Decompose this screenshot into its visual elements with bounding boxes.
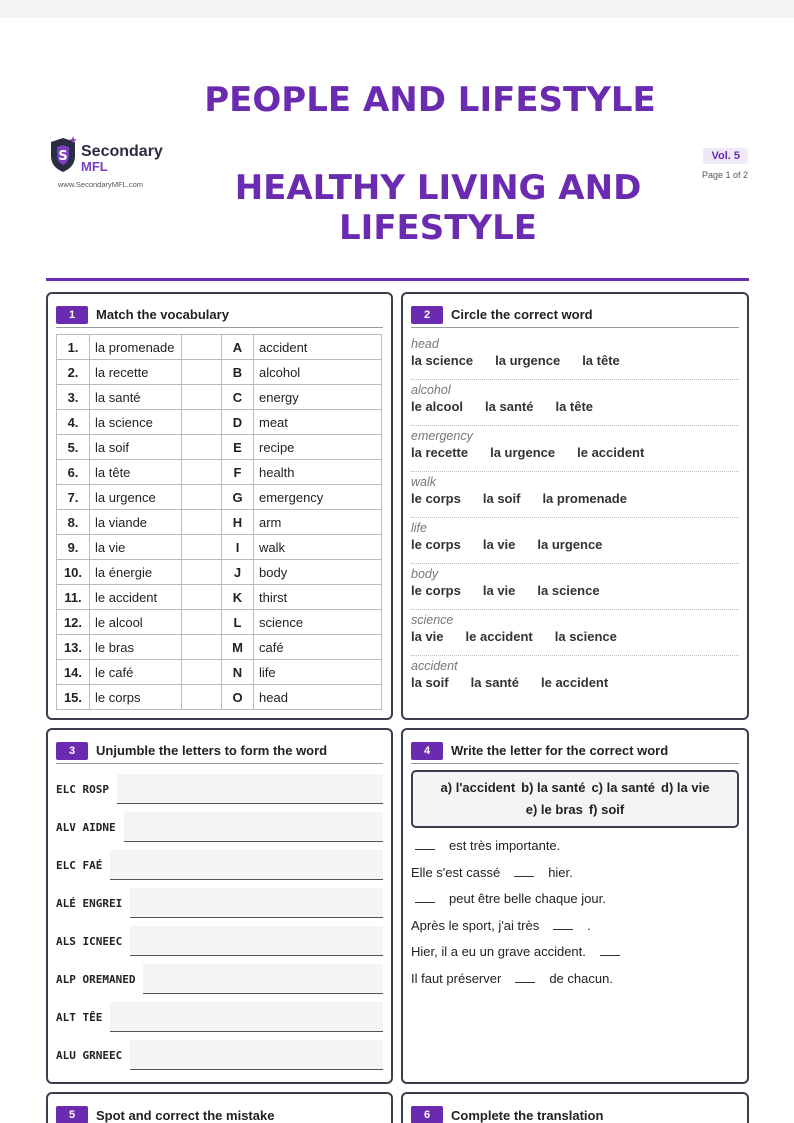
jumbled-letters: ALT TÊE (56, 1011, 103, 1024)
answer-cell[interactable] (182, 460, 222, 485)
vocab-table (56, 334, 382, 710)
option-word[interactable]: la urgence (495, 353, 561, 368)
jumbled-letters: ALP OREMANED (56, 973, 136, 986)
english-word: recipe (254, 435, 382, 460)
answer-box[interactable] (124, 812, 383, 842)
option-word[interactable]: la urgence (490, 445, 556, 460)
english-word: body (254, 560, 382, 585)
prompt-word: body (411, 567, 439, 581)
section-title: Unjumble the letters to form the word (96, 743, 328, 758)
sentence (411, 865, 739, 880)
row-number: 9. (57, 535, 90, 560)
jumbled-letters: ELC ROSP (56, 783, 109, 796)
header-divider (46, 278, 749, 281)
section-circle-word (401, 292, 749, 720)
unjumble-row (56, 850, 383, 880)
answer-box[interactable] (130, 1040, 383, 1070)
sentence (411, 838, 739, 853)
bank-option: c) la santé (591, 780, 656, 795)
circle-item (411, 426, 739, 472)
answer-cell[interactable] (182, 685, 222, 710)
option-word[interactable]: la science (411, 353, 474, 368)
section-header (411, 738, 739, 764)
option-letter: C (222, 385, 254, 410)
table-row (57, 510, 382, 535)
answer-box[interactable] (110, 1002, 383, 1032)
table-row (57, 460, 382, 485)
section-number: 1 (56, 306, 88, 324)
option-word[interactable]: la vie (482, 583, 516, 598)
answer-cell[interactable] (182, 510, 222, 535)
sentence-text: de chacun. (549, 970, 613, 986)
page-subtitle: HEALTHY LIVING AND LIFESTYLE (234, 168, 642, 248)
option-letter: G (222, 485, 254, 510)
option-row (411, 399, 739, 414)
section-number: 6 (411, 1106, 443, 1123)
table-row (57, 435, 382, 460)
jumbled-letters: ALS ICNEEC (56, 935, 123, 948)
section-header (411, 302, 739, 328)
table-row (57, 335, 382, 360)
option-word[interactable]: la science (537, 583, 600, 598)
answer-blank[interactable] (415, 893, 435, 903)
logo-subtext: MFL (81, 159, 108, 174)
answer-box[interactable] (130, 888, 383, 918)
english-word: thirst (254, 585, 382, 610)
english-word: accident (254, 335, 382, 360)
answer-blank[interactable] (515, 973, 535, 983)
sentence (411, 971, 739, 986)
sentence (411, 918, 739, 933)
sentence-text: est très importante. (449, 838, 561, 853)
option-word[interactable]: le corps (411, 583, 461, 598)
circle-item (411, 564, 739, 610)
row-number: 5. (57, 435, 90, 460)
bank-option: e) le bras (525, 802, 583, 817)
english-word: arm (254, 510, 382, 535)
option-word[interactable]: la tête (582, 353, 620, 368)
option-word[interactable]: le alcool (411, 399, 464, 414)
table-row (57, 360, 382, 385)
french-word: le bras (90, 635, 182, 660)
prompt-word: accident (411, 659, 458, 673)
table-row (57, 410, 382, 435)
answer-box[interactable] (130, 926, 383, 956)
option-word[interactable]: la recette (411, 445, 469, 460)
answer-cell[interactable] (182, 660, 222, 685)
english-word: emergency (254, 485, 382, 510)
bank-option: f) soif (588, 802, 625, 817)
prompt-word: science (411, 613, 454, 627)
section-number: 5 (56, 1106, 88, 1123)
answer-box[interactable] (110, 850, 383, 880)
option-word[interactable]: la tête (555, 399, 594, 414)
section-header (56, 1102, 383, 1123)
jumbled-letters: ALV AIDNE (56, 821, 116, 834)
worksheet-page (0, 18, 794, 1123)
volume-badge: Vol. 5 (703, 148, 748, 164)
row-number: 2. (57, 360, 90, 385)
french-word: la promenade (90, 335, 182, 360)
section-header (56, 738, 383, 764)
english-word: head (254, 685, 382, 710)
option-letter: M (222, 635, 254, 660)
unjumble-row (56, 888, 383, 918)
section-title: Circle the correct word (451, 307, 593, 322)
page-title: PEOPLE AND LIFESTYLE (204, 80, 656, 120)
english-word: café (254, 635, 382, 660)
table-row (57, 560, 382, 585)
french-word: le café (90, 660, 182, 685)
answer-cell[interactable] (182, 335, 222, 360)
unjumble-row (56, 926, 383, 956)
option-word[interactable]: le accident (541, 675, 609, 690)
option-row (411, 445, 739, 460)
option-word[interactable]: la vie (411, 629, 444, 644)
english-word: walk (254, 535, 382, 560)
option-letter: N (222, 660, 254, 685)
answer-cell[interactable] (182, 485, 222, 510)
option-letter: B (222, 360, 254, 385)
prompt-word: life (411, 521, 427, 535)
circle-item (411, 472, 739, 518)
bank-option: a) l'accident (440, 780, 516, 795)
english-word: science (254, 610, 382, 635)
option-letter: O (222, 685, 254, 710)
french-word: la recette (90, 360, 182, 385)
french-word: la santé (90, 385, 182, 410)
english-word: life (254, 660, 382, 685)
bank-option: d) la vie (661, 780, 710, 795)
sentence-text: Hier, il a eu un grave accident. (411, 944, 586, 959)
prompt-word: walk (411, 475, 437, 489)
french-word: la tête (90, 460, 182, 485)
unjumble-row (56, 774, 383, 804)
option-word[interactable]: la santé (470, 675, 519, 690)
option-row (411, 537, 739, 552)
table-row (57, 660, 382, 685)
option-row (411, 629, 739, 644)
option-word[interactable]: la soif (411, 675, 449, 690)
answer-cell[interactable] (182, 585, 222, 610)
french-word: la énergie (90, 560, 182, 585)
table-row (57, 535, 382, 560)
sentence (411, 891, 739, 906)
french-word: le corps (90, 685, 182, 710)
option-row (411, 675, 739, 690)
circle-item (411, 518, 739, 564)
word-bank (411, 770, 739, 828)
english-word: meat (254, 410, 382, 435)
answer-box[interactable] (143, 964, 383, 994)
answer-cell[interactable] (182, 410, 222, 435)
answer-cell[interactable] (182, 560, 222, 585)
option-word[interactable]: la promenade (542, 491, 627, 506)
english-word: health (254, 460, 382, 485)
option-letter: I (222, 535, 254, 560)
french-word: le accident (90, 585, 182, 610)
prompt-word: alcohol (411, 383, 451, 397)
row-number: 8. (57, 510, 90, 535)
option-word[interactable]: la soif (482, 491, 521, 506)
french-word: la science (90, 410, 182, 435)
section-unjumble (46, 728, 393, 1084)
logo-icon (48, 136, 78, 174)
option-letter: K (222, 585, 254, 610)
row-number: 14. (57, 660, 90, 685)
english-word: energy (254, 385, 382, 410)
answer-cell[interactable] (182, 360, 222, 385)
table-row (57, 635, 382, 660)
option-word[interactable]: le corps (411, 491, 461, 506)
option-word[interactable]: la santé (485, 399, 534, 414)
english-word: alcohol (254, 360, 382, 385)
sentence-text: Il faut préserver (411, 970, 502, 986)
row-number: 15. (57, 685, 90, 710)
section-complete-translation (401, 1092, 749, 1123)
option-word[interactable]: la science (554, 629, 617, 644)
french-word: la vie (90, 535, 182, 560)
sentence (411, 944, 739, 959)
table-row (57, 385, 382, 410)
section-spot-mistake (46, 1092, 393, 1123)
french-word: la urgence (90, 485, 182, 510)
option-letter: L (222, 610, 254, 635)
jumbled-letters: ALÉ ENGREI (56, 897, 123, 910)
logo-text: Secondary (81, 143, 163, 160)
answer-blank[interactable] (600, 946, 620, 956)
option-letter: E (222, 435, 254, 460)
table-row (57, 610, 382, 635)
unjumble-row (56, 1040, 383, 1070)
svg-text:S: S (58, 149, 68, 164)
row-number: 10. (57, 560, 90, 585)
answer-cell[interactable] (182, 435, 222, 460)
option-letter: H (222, 510, 254, 535)
option-word[interactable]: la urgence (537, 537, 603, 552)
option-letter: J (222, 560, 254, 585)
option-letter: F (222, 460, 254, 485)
section-title: Write the letter for the correct word (451, 743, 669, 758)
section-number: 3 (56, 742, 88, 760)
bank-option: b) la santé (521, 780, 586, 795)
option-letter: D (222, 410, 254, 435)
row-number: 1. (57, 335, 90, 360)
section-header (411, 1102, 739, 1123)
circle-item (411, 380, 739, 426)
row-number: 12. (57, 610, 90, 635)
table-row (57, 585, 382, 610)
jumbled-letters: ALU GRNEEC (56, 1049, 123, 1062)
section-match-vocabulary (46, 292, 393, 720)
section-header (56, 302, 383, 328)
sentence-text: Après le sport, j'ai très (411, 917, 540, 933)
unjumble-row (56, 964, 383, 994)
answer-blank[interactable] (514, 867, 534, 877)
sentence-text: hier. (548, 864, 573, 880)
prompt-word: head (411, 337, 439, 351)
option-row (411, 353, 739, 368)
option-letter: A (222, 335, 254, 360)
sentence-text: peut être belle chaque jour. (449, 891, 606, 906)
section-number: 4 (411, 742, 443, 760)
section-title: Match the vocabulary (96, 307, 229, 322)
unjumble-row (56, 1002, 383, 1032)
sentence-text: . (587, 917, 591, 933)
table-row (57, 485, 382, 510)
circle-item (411, 656, 739, 702)
logo-url: www.SecondaryMFL.com (58, 180, 144, 189)
circle-item (411, 610, 739, 656)
answer-box[interactable] (117, 774, 383, 804)
table-row (57, 685, 382, 710)
row-number: 6. (57, 460, 90, 485)
option-word[interactable]: le corps (411, 537, 461, 552)
page-number: Page 1 of 2 (701, 170, 748, 180)
sentence-text: Elle s'est cassé (411, 864, 501, 880)
option-row (411, 491, 739, 506)
answer-blank[interactable] (415, 840, 435, 850)
jumbled-letters: ELC FAÉ (56, 859, 103, 872)
row-number: 13. (57, 635, 90, 660)
option-word[interactable]: le accident (465, 629, 533, 644)
answer-cell[interactable] (182, 635, 222, 660)
french-word: le alcool (90, 610, 182, 635)
circle-word-list (411, 334, 739, 702)
option-word[interactable]: le accident (577, 445, 645, 460)
prompt-word: emergency (411, 429, 473, 443)
row-number: 7. (57, 485, 90, 510)
option-word[interactable]: la vie (482, 537, 516, 552)
option-row (411, 583, 739, 598)
french-word: la soif (90, 435, 182, 460)
answer-blank[interactable] (553, 920, 573, 930)
answer-cell[interactable] (182, 385, 222, 410)
unjumble-row (56, 812, 383, 842)
section-number: 2 (411, 306, 443, 324)
answer-cell[interactable] (182, 535, 222, 560)
section-title: Spot and correct the mistake (96, 1107, 275, 1123)
section-title: Complete the translation (451, 1107, 604, 1123)
french-word: la viande (90, 510, 182, 535)
row-number: 4. (57, 410, 90, 435)
row-number: 3. (57, 385, 90, 410)
circle-item (411, 334, 739, 380)
answer-cell[interactable] (182, 610, 222, 635)
section-write-letter (401, 728, 749, 1084)
row-number: 11. (57, 585, 90, 610)
